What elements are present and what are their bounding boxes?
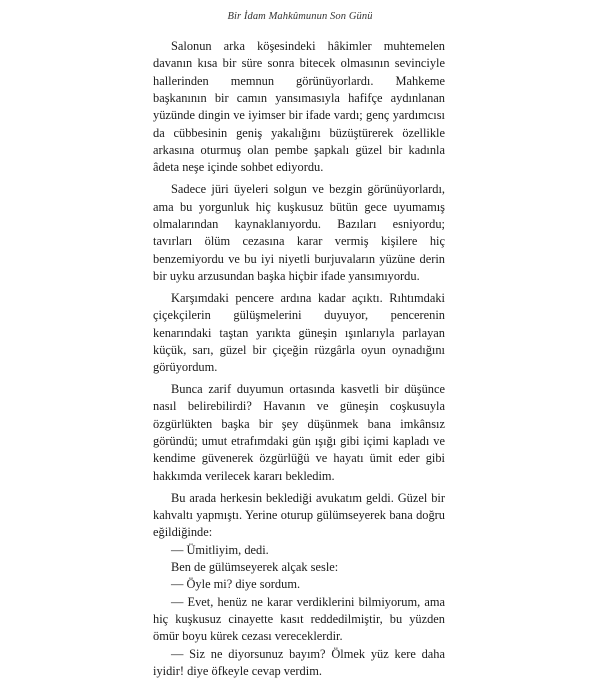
- body-text: [153, 38, 445, 680]
- paragraph: Ben de gülümseyerek alçak sesle:: [171, 559, 339, 574]
- paragraph: Karşımdaki pencere ardına kadar açıktı. Rıhtımdaki çiçekçilerin gülüşmelerini duyuyor, pencerenin kenarındaki taştan yarıkta güneşin ışınlarıyla parlayan küçük, sarı, güzel bir çiçeğin rüzgârla oyun oynadığını görüyordum.: [153, 290, 445, 375]
- running-header: Bir İdam Mahkûmunun Son Günü: [227, 11, 373, 22]
- paragraph: Bunca zarif duyumun ortasında kasvetli bir düşünce nasıl belirebilirdi? Havanın ve güneşin coşkusuyla özgürlükten başka bir şey düşünmek bana imkânsız göründü; umut etrafımdaki gün ışığı gibi içimi kapladı ve kendime güvenerek özgürlüğü ve hayatı ümit eder gibi hakkımda verilecek kararı bekledim.: [153, 382, 445, 483]
- dialogue-line: — Siz ne diyorsunuz bayım? Ölmek yüz kere daha iyidir! diye öfkeyle cevap verdim.: [153, 646, 445, 679]
- paragraph: Salonun arka köşesindeki hâkimler muhtemelen davanın kısa bir süre sonra bitecek olmasının sevinciyle hallerinden memnun görünüyorlardı. Mahkeme başkanının bir camın yansımasıyla hafifçe aydınlanan yüzünde dingin ve iyimser bir ifade vardı; genç yardımcısı da cübbesinin geniş yakalığını büzüştürerek özellikle arkasına oturmuş olan pembe şapkalı güzel bir kadınla âdeta neşe içinde sohbet ediyordu.: [153, 39, 445, 175]
- dialogue-line: — Ümitliyim, dedi.: [171, 542, 269, 557]
- dialogue-line: — Evet, henüz ne karar verdiklerini bilmiyorum, ama hiç kuşkusuz cinayette kasıt reddedilmiştir, bu yüzden ömür boyu kürek cezası vereceklerdir.: [153, 594, 445, 644]
- dialogue-line: — Öyle mi? diye sordum.: [171, 577, 301, 592]
- paragraph: Bu arada herkesin beklediği avukatım geldi. Güzel bir kahvaltı yapmıştı. Yerine oturup gülümseyerek bana doğru eğildiğinde:: [153, 490, 445, 540]
- paragraph: Sadece jüri üyeleri solgun ve bezgin görünüyorlardı, ama bu yorgunluk hiç kuşkusuz bütün gece uyumamış olmalarından kaynaklanıyordu. Bazıları esniyordu; tavırları ölüm cezasına karar vermiş kişilere hiç benzemiyordu ve bu iyi niyetli burjuvaların yüzüne derin bir uyku arzusundan başka hiçbir ifade yansımıyordu.: [153, 182, 445, 283]
